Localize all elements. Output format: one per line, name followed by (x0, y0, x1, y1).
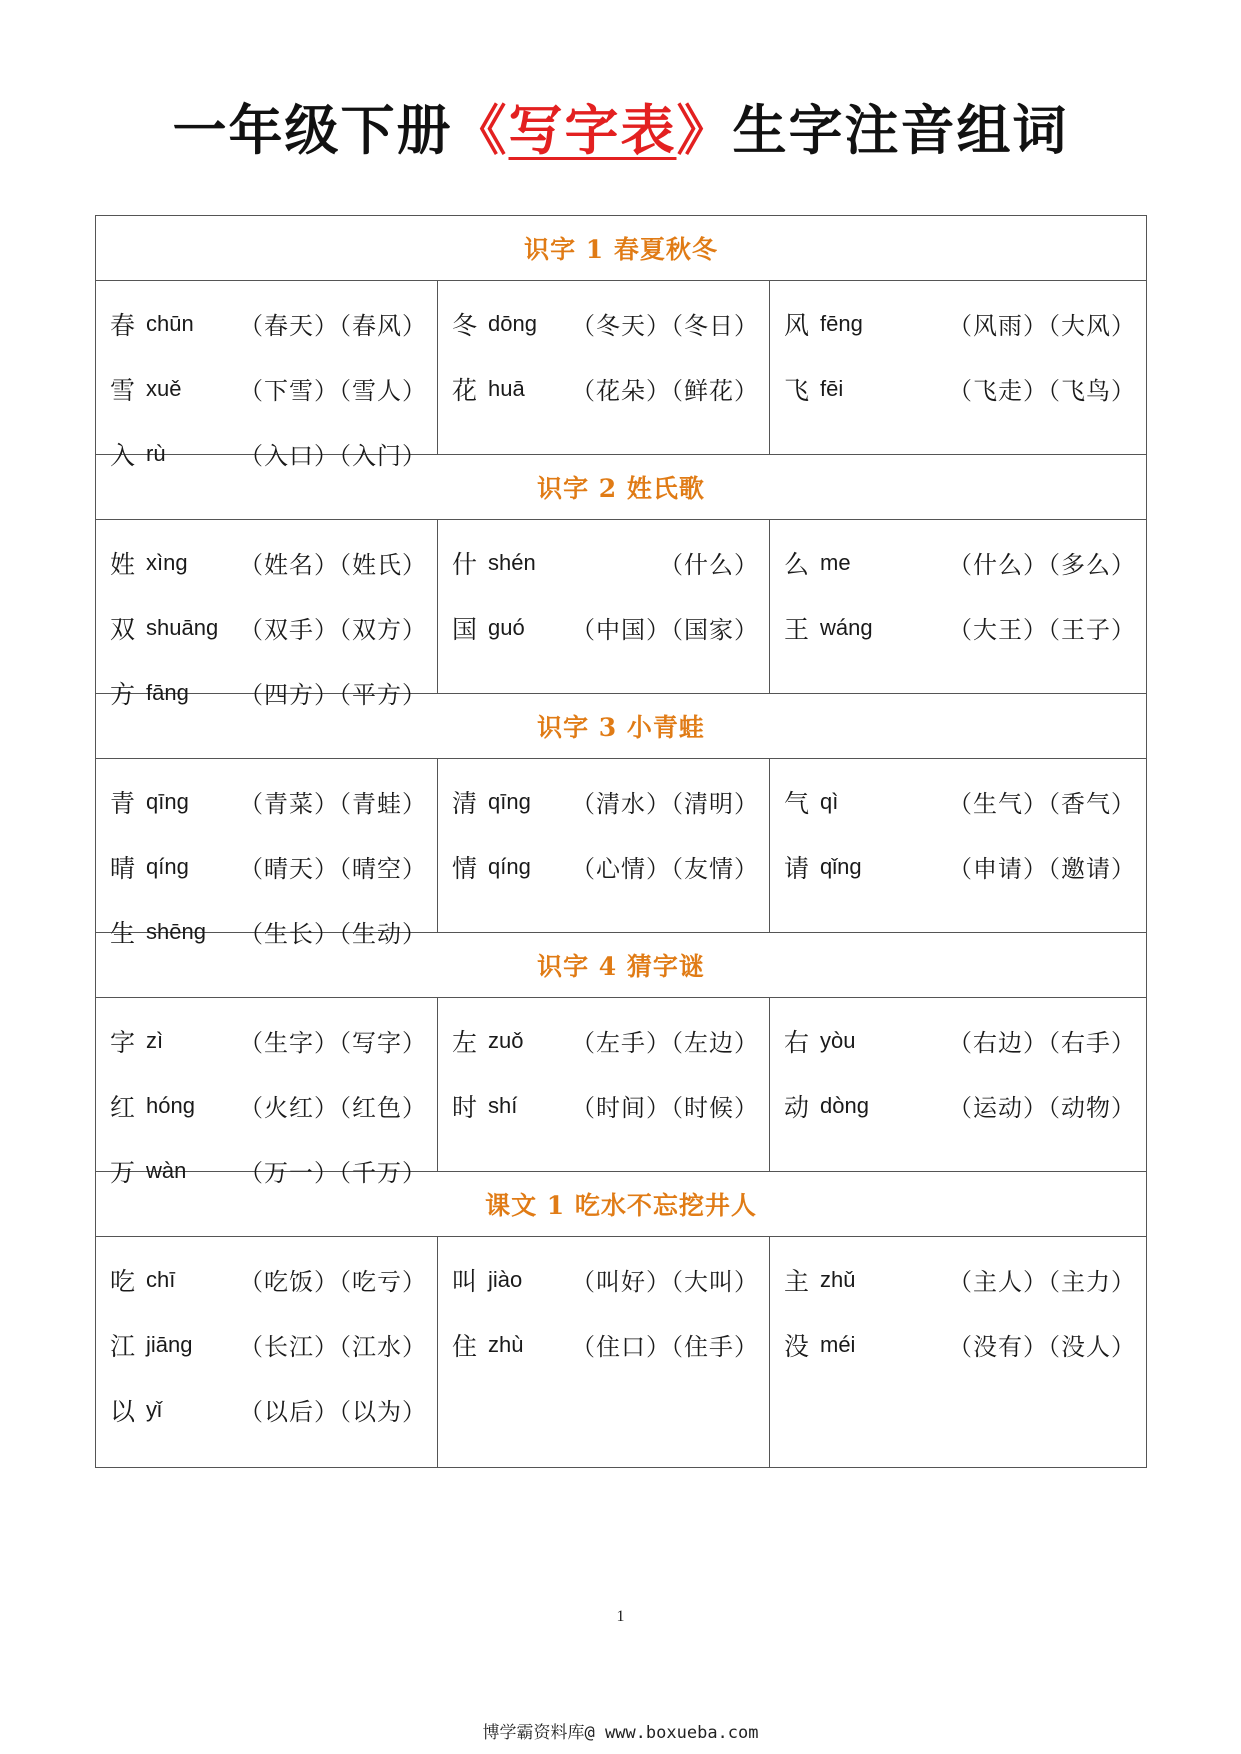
word-examples: （入口）（入门） (239, 442, 427, 470)
word-examples: （申请）（邀请） (948, 855, 1136, 883)
word-examples: （飞走）（飞鸟） (948, 377, 1136, 405)
title-bracket-open: 《 (452, 99, 509, 162)
pinyin: qīng (488, 788, 531, 814)
char-entry (784, 1247, 1136, 1312)
section-heading: 识字 1 春夏秋冬 (96, 216, 1147, 281)
section-heading: 课文 1 吃水不忘挖井人 (96, 1172, 1147, 1237)
character: 时 (452, 1092, 478, 1122)
char-entry (784, 356, 1136, 421)
word-examples: （右边）（右手） (948, 1029, 1136, 1057)
section-heading: 识字 3 小青蛙 (96, 694, 1147, 759)
pinyin: shí (488, 1092, 518, 1118)
pinyin: qíng (146, 853, 189, 879)
char-entry (784, 1073, 1136, 1138)
character: 雪 (110, 375, 136, 405)
character: 没 (784, 1331, 810, 1361)
char-entry (110, 291, 427, 356)
char-column (438, 520, 770, 694)
page-number: 1 (616, 1608, 625, 1625)
character: 入 (110, 440, 136, 470)
character: 江 (110, 1331, 136, 1361)
word-examples: （叫好）（大叫） (571, 1268, 759, 1296)
pinyin: chī (146, 1266, 176, 1292)
char-column (770, 759, 1147, 933)
pinyin: zhǔ (820, 1266, 856, 1292)
word-examples: （下雪）（雪人） (239, 377, 427, 405)
section-body-row (96, 1237, 1147, 1468)
char-entry (784, 530, 1136, 595)
word-examples: （大王）（王子） (948, 616, 1136, 644)
pinyin: wáng (820, 614, 873, 640)
section-body-row (96, 520, 1147, 694)
character: 姓 (110, 549, 136, 579)
word-examples: （以后）（以为） (239, 1398, 427, 1426)
char-entry (110, 530, 427, 595)
word-examples: （中国）（国家） (571, 616, 759, 644)
char-entry (784, 595, 1136, 660)
char-entry (110, 356, 427, 421)
section-heading: 识字 2 姓氏歌 (96, 455, 1147, 520)
word-examples: （双手）（双方） (239, 616, 427, 644)
pinyin: yòu (820, 1027, 856, 1053)
pinyin: chūn (146, 310, 194, 336)
pinyin: me (820, 549, 851, 575)
word-examples: （生长）（生动） (239, 920, 427, 948)
character: 万 (110, 1157, 136, 1187)
word-examples: （什么）（多么） (948, 551, 1136, 579)
word-examples: （晴天）（晴空） (239, 855, 427, 883)
pinyin: huā (488, 375, 525, 401)
pinyin: zhù (488, 1331, 524, 1357)
char-column (96, 998, 438, 1187)
section-heading: 识字 4 猜字谜 (96, 933, 1147, 998)
pinyin: shēng (146, 918, 206, 944)
pinyin: xuě (146, 375, 182, 401)
word-examples: （住口）（住手） (571, 1333, 759, 1361)
character: 右 (784, 1027, 810, 1057)
char-entry (452, 834, 759, 899)
char-entry (452, 1008, 759, 1073)
section-header-row (96, 216, 1147, 281)
word-examples: （生字）（写字） (239, 1029, 427, 1057)
pinyin: dōng (488, 310, 537, 336)
character: 以 (110, 1396, 136, 1426)
char-entry (452, 530, 759, 595)
pinyin: jiào (488, 1266, 523, 1292)
character: 国 (452, 614, 478, 644)
character: 情 (452, 853, 478, 883)
character: 方 (110, 679, 136, 709)
character: 飞 (784, 375, 810, 405)
word-examples: （火红）（红色） (239, 1094, 427, 1122)
char-column (96, 520, 438, 709)
title-bracket-close: 》 (676, 99, 733, 162)
char-entry (784, 769, 1136, 834)
char-entry (784, 834, 1136, 899)
char-column (438, 1237, 770, 1468)
character: 冬 (452, 310, 478, 340)
title-prefix: 一年级下册 (172, 99, 453, 162)
char-entry (110, 1377, 427, 1442)
word-examples: （运动）（动物） (948, 1094, 1136, 1122)
section-body-row (96, 281, 1147, 455)
pinyin: jiāng (146, 1331, 193, 1357)
pinyin: wàn (146, 1157, 187, 1183)
char-entry (452, 1073, 759, 1138)
footer-watermark: 博学霸资料库@ www.boxueba.com (482, 1723, 759, 1743)
char-entry (452, 769, 759, 834)
pinyin: shuāng (146, 614, 219, 640)
word-examples: （没有）（没人） (948, 1333, 1136, 1361)
section-body-row (96, 759, 1147, 933)
character: 双 (110, 614, 136, 644)
char-column (96, 1237, 438, 1468)
char-column (438, 998, 770, 1172)
char-entry (452, 595, 759, 660)
word-examples: （春天）（春风） (239, 312, 427, 340)
word-examples: （花朵）（鲜花） (571, 377, 759, 405)
character: 晴 (110, 853, 136, 883)
pinyin: fēng (820, 310, 863, 336)
char-entry (452, 1312, 759, 1377)
title-highlight: 写字表 (508, 99, 677, 162)
word-examples: （时间）（时候） (571, 1094, 759, 1122)
char-entry (452, 1247, 759, 1312)
char-entry (452, 291, 759, 356)
char-column (770, 520, 1147, 694)
char-column (438, 759, 770, 933)
char-entry (784, 1312, 1136, 1377)
char-entry (110, 1008, 427, 1073)
character: 清 (452, 788, 478, 818)
character: 左 (452, 1027, 478, 1057)
pinyin: fāng (146, 679, 189, 705)
char-column (96, 759, 438, 948)
character: 生 (110, 918, 136, 948)
char-entry (110, 1073, 427, 1138)
pinyin: guó (488, 614, 525, 640)
pinyin: fēi (820, 375, 844, 401)
char-entry (452, 356, 759, 421)
character: 王 (784, 614, 810, 644)
character: 字 (110, 1027, 136, 1057)
character: 吃 (110, 1266, 136, 1296)
char-entry (784, 291, 1136, 356)
word-examples: （左手）（左边） (571, 1029, 759, 1057)
word-examples: （什么） (659, 551, 759, 579)
char-entry (110, 1312, 427, 1377)
word-examples: （冬天）（冬日） (571, 312, 759, 340)
word-examples: （清水）（清明） (571, 790, 759, 818)
char-entry (110, 834, 427, 899)
writing-table (95, 215, 1147, 1468)
character: 春 (110, 310, 136, 340)
char-column (438, 281, 770, 455)
char-column (96, 281, 438, 470)
pinyin: qíng (488, 853, 531, 879)
char-column (770, 1237, 1147, 1468)
pinyin: qǐng (820, 853, 862, 879)
character: 么 (784, 549, 810, 579)
char-entry (110, 1247, 427, 1312)
pinyin: zuǒ (488, 1027, 524, 1053)
word-examples: （生气）（香气） (948, 790, 1136, 818)
char-column (770, 281, 1147, 455)
pinyin: qì (820, 788, 839, 814)
page-title (0, 88, 1241, 165)
pinyin: hóng (146, 1092, 195, 1118)
character: 气 (784, 788, 810, 818)
pinyin: rù (146, 440, 166, 466)
pinyin: dòng (820, 1092, 869, 1118)
word-examples: （主人）（主力） (948, 1268, 1136, 1296)
character: 叫 (452, 1266, 478, 1296)
character: 请 (784, 853, 810, 883)
character: 花 (452, 375, 478, 405)
word-examples: （万一）（千万） (239, 1159, 427, 1187)
char-column (770, 998, 1147, 1172)
word-examples: （四方）（平方） (239, 681, 427, 709)
character: 什 (452, 549, 478, 579)
pinyin: shén (488, 549, 536, 575)
character: 动 (784, 1092, 810, 1122)
pinyin: xìng (146, 549, 188, 575)
character: 主 (784, 1266, 810, 1296)
pinyin: yǐ (146, 1396, 162, 1422)
pinyin: méi (820, 1331, 856, 1357)
pinyin: qīng (146, 788, 189, 814)
character: 红 (110, 1092, 136, 1122)
title-suffix: 生字注音组词 (732, 99, 1069, 162)
char-entry (784, 1008, 1136, 1073)
char-entry (110, 769, 427, 834)
character: 风 (784, 310, 810, 340)
char-entry (110, 595, 427, 660)
section-body-row (96, 998, 1147, 1172)
character: 青 (110, 788, 136, 818)
word-examples: （姓名）（姓氏） (239, 551, 427, 579)
character: 住 (452, 1331, 478, 1361)
word-examples: （心情）（友情） (571, 855, 759, 883)
pinyin: zì (146, 1027, 164, 1053)
word-examples: （长江）（江水） (239, 1333, 427, 1361)
word-examples: （吃饭）（吃亏） (239, 1268, 427, 1296)
word-examples: （青菜）（青蛙） (239, 790, 427, 818)
word-examples: （风雨）（大风） (948, 312, 1136, 340)
